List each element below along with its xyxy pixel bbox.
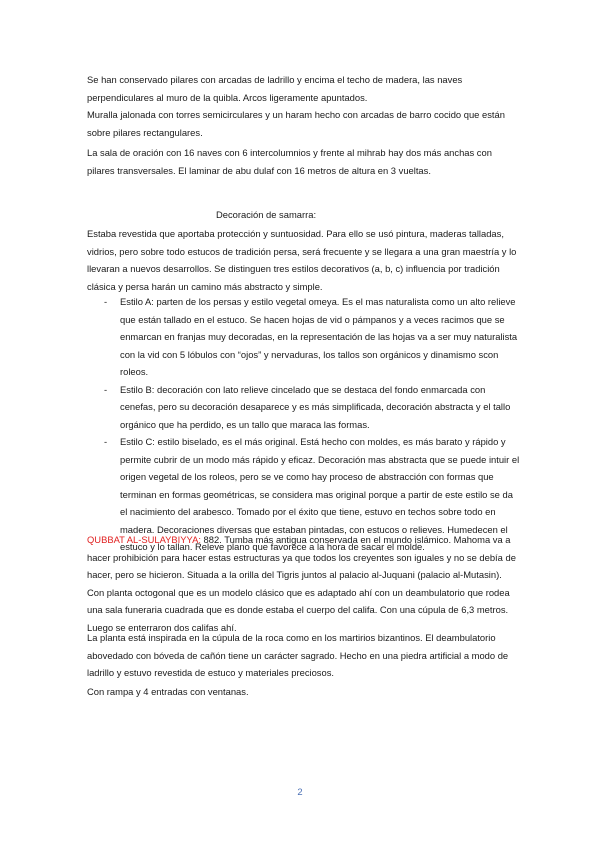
list-item: - Estilo B: decoración con lato relieve cincelado que se destaca del fondo enmarcada con cenefas, pero su decoración desaparece y es más simplificada, decoración abstracta y el tallo orgánico que ha perdido, es un tallo que maraca las formas. xyxy=(100,381,520,434)
list-dash: - xyxy=(104,383,108,395)
list-dash: - xyxy=(104,296,108,307)
paragraph-planta: La planta está inspirada en la cúpula de la roca como en los martirios bizantinos. El deambulatorio abovedado con bóveda de cañón tiene un carácter sagrado. Hecho en una piedra artificial a modo de ladrillo y estuvo revestida de estuco y materiales preciosos. xyxy=(87,632,509,678)
list-item: - Estilo C: estilo biselado, es el más original. Está hecho con moldes, es más barato y rápido y permite cubrir de un modo más rápido y eficaz. Decoración mas abstracta que se puede intuir el origen vegetal de los roleos, pero se ve como hay proceso de abstracción con formas que terminan en formas geométricas, se considera mas original porque a partir de este estilo se da el nacimiento del arabesco. Tomado por el éxito que tiene, estuvo en techos sobre todo en madera. Decoraciones diversas que estaban pintadas, con estucos o relieves. Humedecen el estuco y lo tallan. Releve plano que favorece a la hora de sacar el molde. xyxy=(100,433,520,556)
paragraph-naves: Se han conservado pilares con arcadas de ladrillo y encima el techo de madera, las naves perpendiculares al muro de la quibla. Arcos ligeramente apuntados. xyxy=(87,74,463,103)
qubbat-text: 882. Tumba más antigua conservada en el mundo islámico. Mahoma va a hacer prohibición para hacer estas estructuras ya que todos los creyentes son iguales y no se debía de hacer, pero se hicieron. Situada a la orilla del Tigris juntos al palacio al-Juquani (palacio al-Mutasin). Con planta octogonal que es un modelo clásico que es adaptado ahí con un deambulatorio que rodea una sala funeraria cuadrada que es donde estaba el cuerpo del califa. Con una cúpula de 6,3 metros. Luego se enterraron dos califas ahí. xyxy=(87,534,516,633)
section-heading: Decoración de samarra: xyxy=(216,209,317,220)
styles-list xyxy=(100,293,520,556)
paragraph-rampa: Con rampa y 4 entradas con ventanas. xyxy=(87,686,249,697)
list-item: - Estilo A: parten de los persas y estilo vegetal omeya. Es el mas naturalista como un alto relieve que están tallado en el estuco. Se hacen hojas de vid o pámpanos y a veces racimos que se enmarcan en franjas muy decoradas, en la representación de las hojas va a ser muy naturalista con la vid con 5 lóbulos con “ojos” y nervaduras, los tallos son orgánicos y dinamismo scon roleos. xyxy=(100,293,520,381)
paragraph-muralla: Muralla jalonada con torres semicirculares y un haram hecho con arcadas de barro cocido que están sobre pilares rectangulares. xyxy=(87,109,505,138)
paragraph-qubbat xyxy=(87,531,517,636)
list-dash: - xyxy=(104,436,108,447)
paragraph-sala-oracion: La sala de oración con 16 naves con 6 intercolumnios y frente al mihrab hay dos más anchas con pilares transversales. El laminar de abu dulaf con 16 metros de altura en 3 vueltas. xyxy=(87,147,492,176)
paragraph-decoracion: Estaba revestida que aportaba protección y suntuosidad. Para ello se usó pintura, maderas talladas, vidrios, pero sobre todo estucos de tradición persa, será frecuente y se llegara a una gran maestría y lo llevaran a nuevos desarrollos. Se distinguen tres estilos decorativos (a, b, c) influencia por tradición clásica y persa harán un camino más abstracto y simple. xyxy=(87,228,517,292)
page-number: 2 xyxy=(297,786,303,797)
qubbat-title: QUBBAT AL-SULAYBIYYA: xyxy=(87,534,201,545)
